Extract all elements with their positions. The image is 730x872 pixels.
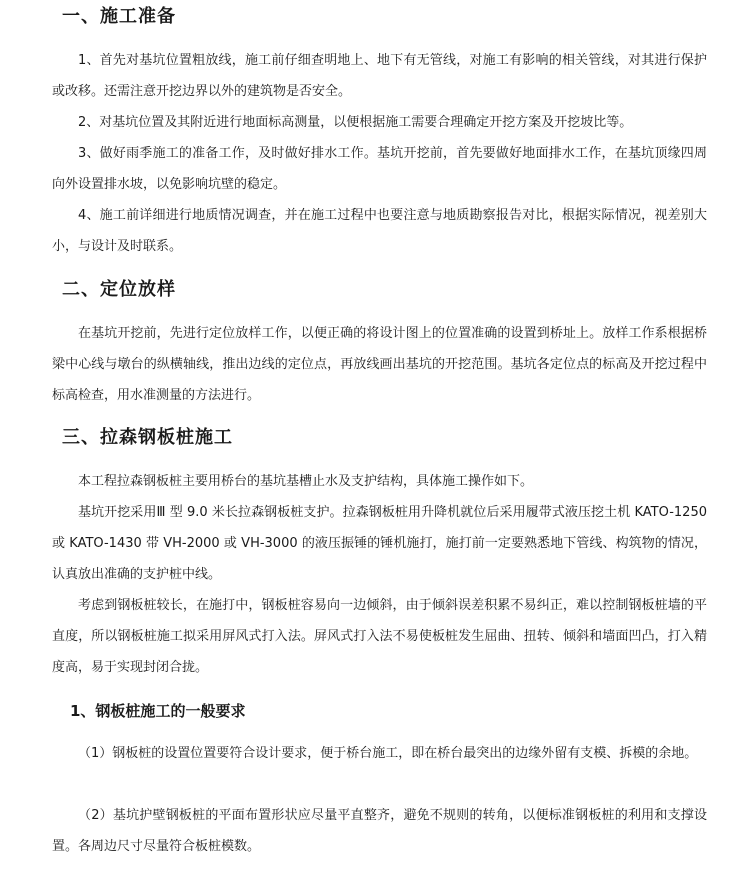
paragraph: （2）基坑护壁钢板桩的平面布置形状应尽量平直整齐，避免不规则的转角，以便标准钢板桩的利用和支撑设置。各周边尺寸尽量符合板桩模数。 <box>52 808 707 854</box>
section-heading-sheet-pile: 三、拉森钢板桩施工 <box>62 427 233 448</box>
paragraph: 3、做好雨季施工的准备工作，及时做好排水工作。基坑开挖前，首先要做好地面排水工作，在基坑顶缘四周向外设置排水坡，以免影响坑壁的稳定。 <box>52 146 707 192</box>
paragraph: 本工程拉森钢板桩主要用桥台的基坑基槽止水及支护结构，具体施工操作如下。 <box>78 474 534 489</box>
section-heading-preparation: 一、施工准备 <box>62 6 176 27</box>
section-heading-layout: 二、定位放样 <box>62 279 176 300</box>
subsection-heading-general-requirements: 1、钢板桩施工的一般要求 <box>70 702 246 720</box>
paragraph: 在基坑开挖前，先进行定位放样工作，以便正确的将设计图上的位置准确的设置到桥址上。放样工作系根据桥梁中心线与墩台的纵横轴线，推出边线的定位点，再放线画出基坑的开挖范围。基坑各定位点的标高及开挖过程中标高检查，用水准测量的方法进行。 <box>52 326 707 403</box>
paragraph: 基坑开挖采用Ⅲ 型 9.0 米长拉森钢板桩支护。拉森钢板桩用升降机就位后采用履带式液压挖土机 KATO-1250 或 KATO-1430 带 VH-2000 或 VH-3000 的液压振锤的锤机施打，施打前一定要熟悉地下管线、构筑物的情况，认真放出准确的支护桩中线。 <box>52 505 707 582</box>
paragraph: 考虑到钢板桩较长，在施打中，钢板桩容易向一边倾斜，由于倾斜误差积累不易纠正，难以控制钢板桩墙的平直度，所以钢板桩施工拟采用屏风式打入法。屏风式打入法不易使板桩发生屈曲、扭转、倾斜和墙面凹凸，打入精度高，易于实现封闭合拢。 <box>52 598 707 675</box>
paragraph: 2、对基坑位置及其附近进行地面标高测量，以便根据施工需要合理确定开挖方案及开挖坡比等。 <box>78 115 633 130</box>
paragraph: （1）钢板桩的设置位置要符合设计要求，便于桥台施工，即在桥台最突出的边缘外留有支模、拆模的余地。 <box>78 746 698 761</box>
paragraph: 1、首先对基坑位置粗放线，施工前仔细查明地上、地下有无管线，对施工有影响的相关管线，对其进行保护或改移。还需注意开挖边界以外的建筑物是否安全。 <box>52 53 707 99</box>
paragraph: 4、施工前详细进行地质情况调查，并在施工过程中也要注意与地质勘察报告对比，根据实际情况，视差别大小，与设计及时联系。 <box>52 208 707 254</box>
